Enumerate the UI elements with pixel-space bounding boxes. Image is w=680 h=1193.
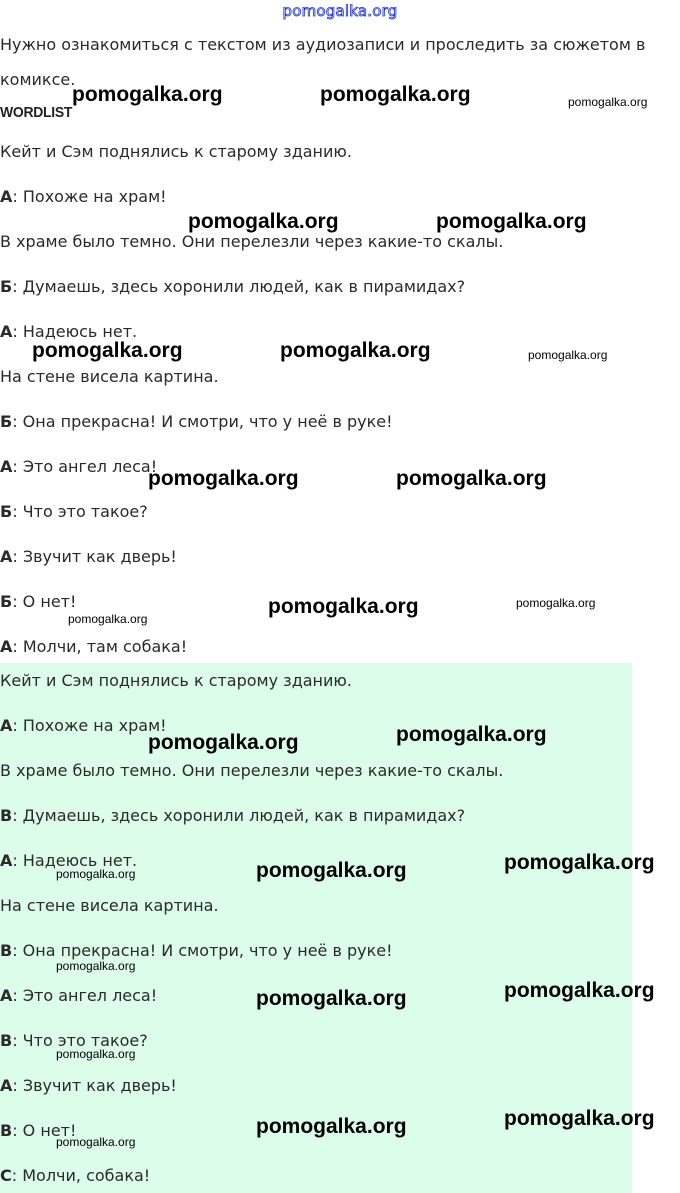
watermark: pomogalka.org [32, 339, 183, 362]
watermark: pomogalka.org [516, 596, 596, 610]
line-text: Кейт и Сэм поднялись к старому зданию. [0, 671, 352, 690]
transcript-highlighted [0, 663, 632, 1193]
line-text: В храме было темно. Они перелезли через какие-то скалы. [0, 232, 504, 251]
watermark: pomogalka.org [56, 959, 136, 973]
watermark: pomogalka.org [396, 723, 547, 746]
transcript-line [0, 756, 503, 786]
line-text: : Звучит как дверь! [12, 1076, 177, 1095]
speaker-label: A [0, 716, 13, 735]
line-text: : О нет! [12, 1121, 77, 1140]
watermark: pomogalka.org [280, 339, 431, 362]
line-text: : Молчи, там собака! [12, 637, 188, 656]
transcript-line [0, 362, 219, 392]
line-text: : Молчи, собака! [11, 1166, 151, 1185]
speaker-label: B [0, 941, 13, 960]
watermark: pomogalka.org [436, 210, 587, 233]
speaker-label: C [0, 1166, 12, 1185]
line-text: : Надеюсь нет. [12, 322, 138, 341]
transcript-line [0, 137, 352, 167]
speaker-label: Б [0, 592, 13, 611]
line-text: : Что это такое? [12, 502, 148, 521]
transcript-line [0, 801, 465, 831]
watermark: pomogalka.org [504, 979, 655, 1002]
line-text: На стене висела картина. [0, 367, 219, 386]
transcript-line [0, 1026, 148, 1056]
watermark: pomogalka.org [504, 1107, 655, 1130]
line-text: : Звучит как дверь! [12, 547, 177, 566]
watermark: pomogalka.org [528, 348, 608, 362]
transcript-line [0, 1116, 76, 1146]
speaker-label: A [0, 322, 13, 341]
line-text: Кейт и Сэм поднялись к старому зданию. [0, 142, 352, 161]
speaker-label: B [0, 806, 13, 825]
line-text: : Думаешь, здесь хоронили людей, как в пирамидах? [12, 277, 466, 296]
speaker-label: B [0, 1031, 13, 1050]
line-text: : Она прекрасна! И смотри, что у неё в руке! [12, 941, 393, 960]
line-text: : Она прекрасна! И смотри, что у неё в руке! [12, 412, 393, 431]
speaker-label: B [0, 1121, 13, 1140]
line-text: : Что это такое? [12, 1031, 148, 1050]
watermark: pomogalka.org [256, 1115, 407, 1138]
transcript-line [0, 542, 177, 572]
line-text: : Это ангел леса! [12, 986, 158, 1005]
transcript-line [0, 1161, 150, 1191]
transcript-line [0, 317, 137, 347]
transcript-line [0, 891, 219, 921]
intro-text: Нужно ознакомиться с текстом из аудиозаписи и проследить за сюжетом в комиксе. [0, 35, 646, 89]
watermark: pomogalka.org [72, 83, 223, 106]
transcript-line [0, 981, 157, 1011]
speaker-label: A [0, 1076, 13, 1095]
transcript-line [0, 407, 393, 437]
speaker-label: A [0, 547, 13, 566]
line-text: : Похоже на храм! [12, 716, 167, 735]
watermark: pomogalka.org [268, 595, 419, 618]
watermark: pomogalka.org [256, 987, 407, 1010]
transcript-line [0, 666, 352, 696]
transcript-line [0, 936, 393, 966]
watermark: pomogalka.org [68, 612, 148, 626]
watermark: pomogalka.org [56, 867, 136, 881]
transcript-line [0, 497, 148, 527]
speaker-label: A [0, 637, 13, 656]
transcript-line [0, 632, 187, 662]
wordlist-title: WORDLIST [0, 104, 73, 121]
watermark: pomogalka.org [568, 95, 648, 109]
transcript-line [0, 182, 167, 212]
watermark: pomogalka.org [148, 731, 299, 754]
speaker-label: A [0, 187, 13, 206]
watermark: pomogalka.org [320, 83, 471, 106]
transcript-line [0, 452, 157, 482]
watermark: pomogalka.org [256, 859, 407, 882]
transcript-line [0, 711, 167, 741]
watermark: pomogalka.org [396, 467, 547, 490]
transcript-line [0, 1071, 177, 1101]
line-text: : Похоже на храм! [12, 187, 167, 206]
line-text: : О нет! [12, 592, 77, 611]
line-text: : Думаешь, здесь хоронили людей, как в пирамидах? [12, 806, 466, 825]
transcript-line [0, 587, 76, 617]
line-text: : Это ангел леса! [12, 457, 158, 476]
transcript-line [0, 272, 465, 302]
line-text: На стене висела картина. [0, 896, 219, 915]
watermark: pomogalka.org [188, 210, 339, 233]
line-text: : Надеюсь нет. [12, 851, 138, 870]
transcript-line [0, 846, 137, 876]
watermark: pomogalka.org [56, 1135, 136, 1149]
speaker-label: A [0, 986, 13, 1005]
watermark: pomogalka.org [56, 1047, 136, 1061]
speaker-label: A [0, 457, 13, 476]
speaker-label: Б [0, 277, 13, 296]
transcript-line [0, 227, 503, 257]
speaker-label: Б [0, 502, 13, 521]
line-text: В храме было темно. Они перелезли через какие-то скалы. [0, 761, 504, 780]
speaker-label: Б [0, 412, 13, 431]
site-logo[interactable]: pomogalka.org [282, 2, 398, 20]
watermark: pomogalka.org [148, 467, 299, 490]
watermark: pomogalka.org [504, 851, 655, 874]
transcript-plain [0, 135, 632, 663]
speaker-label: A [0, 851, 13, 870]
